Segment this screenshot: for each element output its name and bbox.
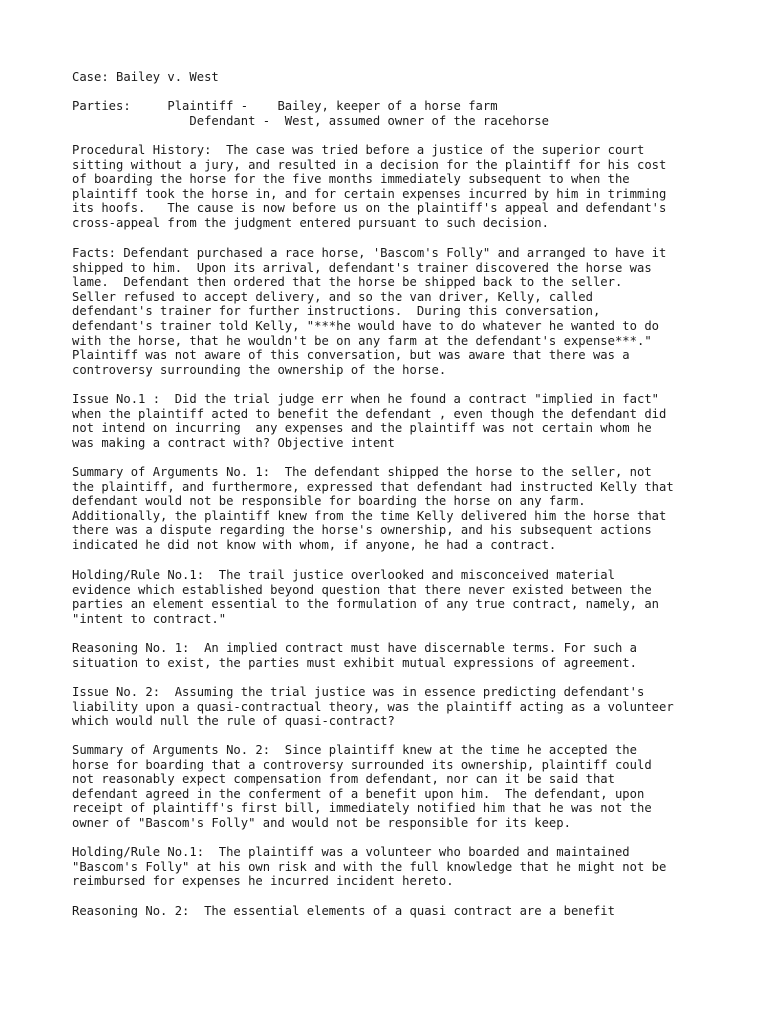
text-line: Procedural History: The case was tried before a justice of the superior court [72,143,645,157]
text-line: sitting without a jury, and resulted in a decision for the plaintiff for his cost [72,157,667,172]
text-line: reimbursed for expenses he incurred incident hereto. [72,874,454,889]
text-line: defendant agreed in the conferment of a benefit upon him. The defendant, upon [72,786,645,801]
holding-1-section [72,568,722,626]
text-line: Defendant - West, assumed owner of the racehorse [72,113,549,128]
text-line: Holding/Rule No.1: The plaintiff was a volunteer who boarded and maintained [72,845,630,859]
text-line: there was a dispute regarding the horse's ownership, and his subsequent actions [72,523,652,538]
text-line: "intent to contract." [72,611,227,626]
text-line: plaintiff took the horse in, and for certain expenses incurred by him in trimming [72,186,667,201]
text-line: situation to exist, the parties must exhibit mutual expressions of agreement. [72,655,637,670]
text-line: Summary of Arguments No. 2: Since plaintiff knew at the time he accepted the [72,743,637,757]
case-title [72,70,722,85]
text-line: controversy surrounding the ownership of the horse. [72,362,447,377]
text-line: Holding/Rule No.1: The trail justice overlooked and misconceived material [72,568,615,582]
text-line: horse for boarding that a controversy surrounded its ownership, plaintiff could [72,757,652,772]
text-line: defendant's trainer told Kelly, "***he would have to do whatever he wanted to do [72,318,659,333]
text-line: cross-appeal from the judgment entered pursuant to such decision. [72,215,549,230]
text-line: when the plaintiff acted to benefit the defendant , even though the defendant did [72,406,667,421]
text-line: Reasoning No. 1: An implied contract must have discernable terms. For such a [72,641,637,655]
text-line: Summary of Arguments No. 1: The defendant shipped the horse to the seller, not [72,465,652,479]
text-line: of boarding the horse for the five months immediately subsequent to when the [72,172,630,187]
text-line: defendant's trainer for further instructions. During this conversation, [72,304,601,319]
text-line: evidence which established beyond question that there never existed between the [72,582,652,597]
parties-section [72,99,722,128]
text-line: receipt of plaintiff's first bill, immediately notified him that he was not the [72,801,652,816]
reasoning-1-section [72,641,722,670]
text-line: Issue No.1 : Did the trial judge err when he found a contract "implied in fact" [72,392,659,406]
procedural-history-section [72,143,722,231]
text-line: Case: Bailey v. West [72,70,219,84]
text-line: not intend on incurring any expenses and the plaintiff was not certain whom he [72,421,652,436]
text-line: the plaintiff, and furthermore, expressed that defendant had instructed Kelly that [72,479,674,494]
text-line: owner of "Bascom's Folly" and would not be responsible for its keep. [72,815,571,830]
text-line: Reasoning No. 2: The essential elements of a quasi contract are a benefit [72,904,615,918]
holding-2-section [72,845,722,889]
text-line: parties an element essential to the formulation of any true contract, namely, an [72,597,659,612]
text-line: with the horse, that he wouldn't be on any farm at the defendant's expense***." [72,333,652,348]
issue-1-section [72,392,722,450]
text-line: lame. Defendant then ordered that the horse be shipped back to the seller. [72,275,623,290]
text-line: indicated he did not know with whom, if anyone, he had a contract. [72,537,557,552]
text-line: Seller refused to accept delivery, and so the van driver, Kelly, called [72,289,593,304]
summary-2-section [72,743,722,831]
text-line: Issue No. 2: Assuming the trial justice was in essence predicting defendant's [72,685,645,699]
text-line: Additionally, the plaintiff knew from the time Kelly delivered him the horse that [72,508,667,523]
text-line: defendant would not be responsible for boarding the horse on any farm. [72,494,586,509]
text-line: Parties: Plaintiff - Bailey, keeper of a horse farm [72,99,498,113]
facts-section [72,246,722,377]
text-line: Facts: Defendant purchased a race horse, 'Bascom's Folly" and arranged to have it [72,246,667,260]
reasoning-2-section [72,904,722,919]
summary-1-section [72,465,722,553]
text-line: which would null the rule of quasi-contract? [72,714,395,729]
text-line: Plaintiff was not aware of this conversation, but was aware that there was a [72,348,630,363]
text-line: its hoofs. The cause is now before us on the plaintiff's appeal and defendant's [72,201,667,216]
text-line: liability upon a quasi-contractual theory, was the plaintiff acting as a volunteer [72,699,674,714]
text-line: was making a contract with? Objective intent [72,435,395,450]
issue-2-section [72,685,722,729]
text-line: shipped to him. Upon its arrival, defendant's trainer discovered the horse was [72,260,652,275]
text-line: "Bascom's Folly" at his own risk and with the full knowledge that he might not be [72,859,667,874]
text-line: not reasonably expect compensation from defendant, nor can it be said that [72,772,615,787]
